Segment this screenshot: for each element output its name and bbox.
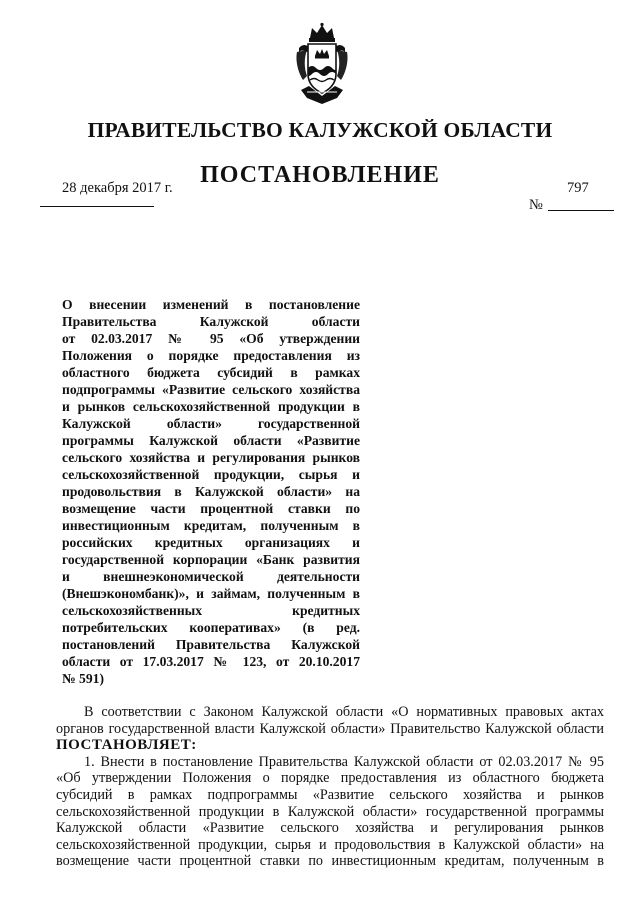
intro-line: В соответствии с Законом Калужской области «О нормативных правовых актах — [84, 704, 604, 720]
resolves-heading: ПОСТАНОВЛЯЕТ: — [56, 737, 197, 754]
number-label: № — [529, 197, 543, 213]
intro-line: органов государственной власти Калужской области» Правительство Калужской области — [56, 720, 604, 737]
subject-line: возмещение части процентной ставки по — [62, 501, 360, 516]
subject-line: сельскохозяйственной продукции, сырья и — [62, 467, 360, 482]
item-line: Калужской области «Развитие сельского хозяйства и регулирования рынков — [56, 820, 604, 837]
document-type: ПОСТАНОВЛЕНИЕ — [200, 162, 440, 188]
date-underline — [40, 206, 154, 207]
subject-line: Правительства Калужской области — [62, 314, 360, 329]
document-number: 797 — [567, 180, 589, 196]
subject-line: продовольствия в Калужской области» на — [62, 484, 360, 499]
subject-line: государственной корпорации «Банк развития — [62, 552, 360, 567]
government-name: ПРАВИТЕЛЬСТВО КАЛУЖСКОЙ ОБЛАСТИ — [87, 118, 553, 142]
item-line: 1. Внести в постановление Правительства Калужской области от 02.03.2017 № 95 — [84, 753, 604, 770]
document-date: 28 декабря 2017 г. — [62, 180, 173, 196]
subject-line: подпрограммы «Развитие сельского хозяйства — [62, 382, 360, 397]
item-line: сельскохозяйственной продукции в Калужской области» государственной программы — [56, 803, 604, 820]
coat-of-arms-icon — [293, 22, 351, 106]
subject-line: Калужской области» государственной — [62, 416, 360, 431]
item-line: возмещение части процентной ставки по инвестиционным кредитам, полученным в — [56, 853, 604, 870]
subject-line: от 02.03.2017 № 95 «Об утверждении — [62, 331, 360, 346]
item-line: сельскохозяйственной продукции, сырья и продовольствия в Калужской области» на — [56, 836, 604, 853]
document-body — [56, 704, 604, 870]
subject-line: (Внешэкономбанк)», и займам, полученным в — [62, 586, 360, 601]
document-subject — [62, 296, 360, 687]
subject-line: № 591) — [62, 671, 104, 686]
subject-line: области от 17.03.2017 № 123, от 20.10.2017 — [62, 654, 360, 669]
item-line: «Об утверждении Положения о порядке предоставления из областного бюджета — [56, 770, 604, 787]
subject-line: О внесении изменений в постановление — [62, 297, 360, 312]
subject-line: и рынков сельскохозяйственной продукции в — [62, 399, 360, 414]
item-line: субсидий в рамках подпрограммы «Развитие сельского хозяйства и рынков — [56, 786, 604, 803]
subject-line: Положения о порядке предоставления из — [62, 348, 360, 363]
subject-line: и внешнеэкономической деятельности — [62, 569, 360, 584]
subject-line: сельскохозяйственных кредитных — [62, 603, 360, 618]
subject-line: инвестиционным кредитам, полученным в — [62, 518, 360, 533]
subject-line: сельского хозяйства и регулирования рынков — [62, 450, 360, 465]
number-underline — [548, 210, 614, 211]
subject-line: программы Калужской области «Развитие — [62, 433, 360, 448]
subject-line: областного бюджета субсидий в рамках — [62, 365, 360, 380]
subject-line: потребительских кооперативах» (в ред. — [62, 620, 360, 635]
subject-line: российских кредитных организациях и — [62, 535, 360, 550]
subject-line: постановлений Правительства Калужской — [62, 637, 360, 652]
